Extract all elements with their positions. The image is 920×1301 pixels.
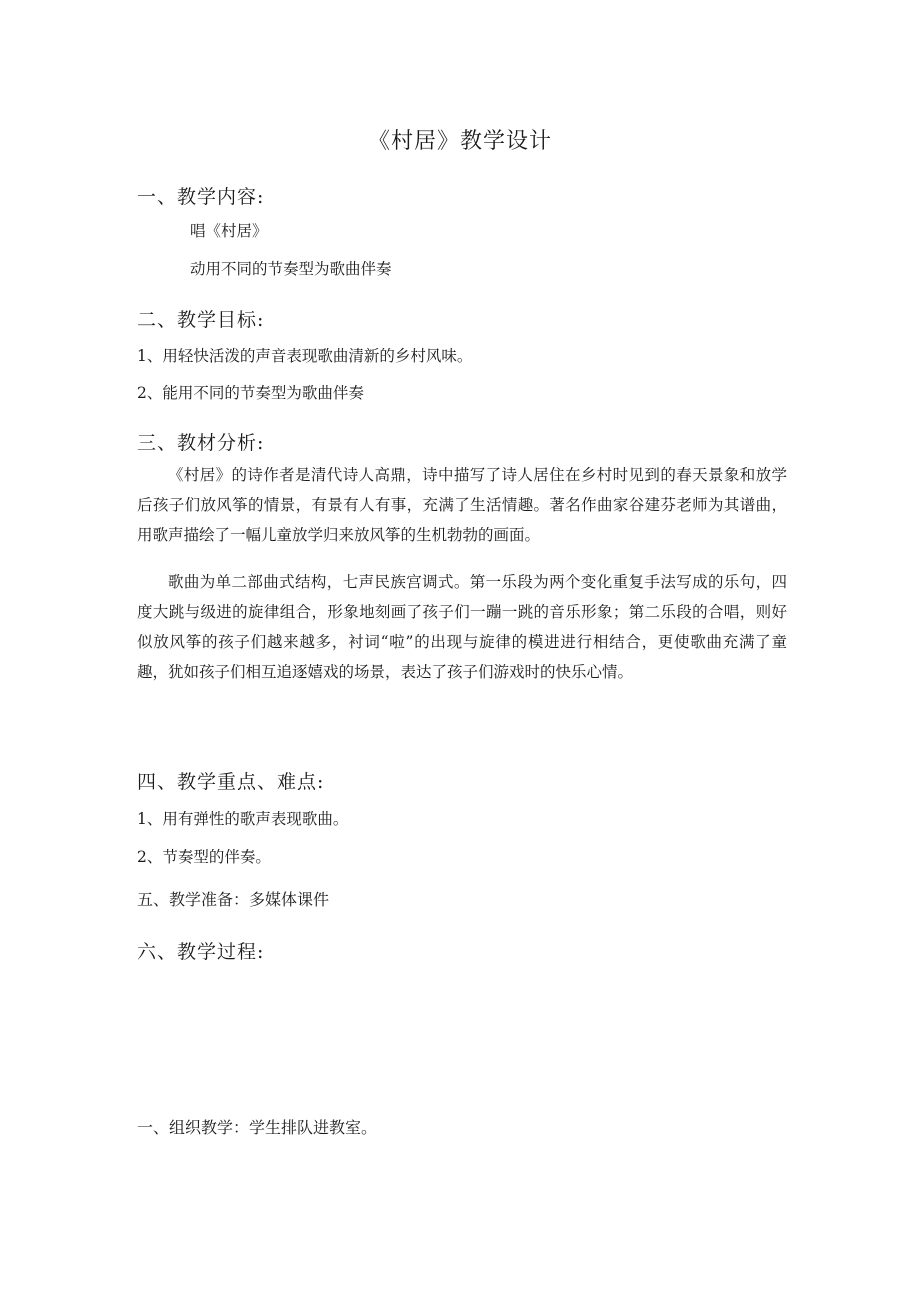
section-heading-teaching-content: 一、教学内容: xyxy=(137,186,265,208)
goal-item: 2、能用不同的节奏型为歌曲伴奏 xyxy=(137,384,364,402)
section-heading-teaching-process: 六、教学过程: xyxy=(137,941,265,963)
key-point-item: 1、用有弹性的歌声表现歌曲。 xyxy=(137,810,349,828)
process-step: 一、组织教学：学生排队进教室。 xyxy=(137,1118,378,1137)
analysis-paragraph: 《村居》的诗作者是清代诗人高鼎，诗中描写了诗人居住在乡村时见到的春天景象和放学后孩子们放风筝的情景，有景有人有事，充满了生活情趣。著名作曲家谷建芬老师为其谱曲，用歌声描绘了一幅儿童放学归来放风筝的生机勃勃的画面。 xyxy=(137,466,787,544)
content-item: 动用不同的节奏型为歌曲伴奏 xyxy=(190,260,392,278)
section-heading-key-points: 四、教学重点、难点: xyxy=(137,771,325,793)
key-point-item: 2、节奏型的伴奏。 xyxy=(137,848,271,866)
section-heading-material-analysis: 三、教材分析: xyxy=(137,432,265,454)
analysis-paragraph: 歌曲为单二部曲式结构，七声民族宫调式。第一乐段为两个变化重复手法写成的乐句，四度大跳与级进的旋律组合，形象地刻画了孩子们一蹦一跳的音乐形象；第二乐段的合唱，则好似放风筝的孩子们越来越多，衬词“啦”的出现与旋律的模进进行相结合，更使歌曲充满了童趣，犹如孩子们相互追逐嬉戏的场景，表达了孩子们游戏时的快乐心情。 xyxy=(137,573,787,681)
goal-item: 1、用轻快活泼的声音表现歌曲清新的乡村风味。 xyxy=(137,347,473,365)
content-item: 唱《村居》 xyxy=(190,222,268,240)
page-title: 《村居》教学设计 xyxy=(367,129,552,154)
preparation-line: 五、教学准备：多媒体课件 xyxy=(137,890,330,909)
section-heading-teaching-goals: 二、教学目标: xyxy=(137,309,265,331)
